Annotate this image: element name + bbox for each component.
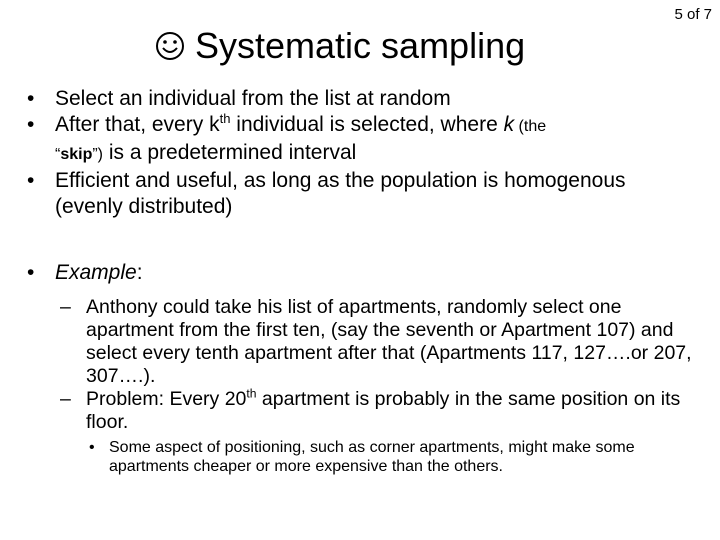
bullet-item: [27, 112, 697, 168]
spacer: [27, 220, 697, 260]
dash-icon: –: [60, 388, 71, 410]
bullet-list: [27, 86, 697, 476]
example-suffix: :: [136, 261, 143, 284]
bullet-dot-icon: •: [27, 87, 35, 110]
bullet-text-pre: After that, every k: [55, 113, 220, 136]
bullet-item: [27, 168, 697, 220]
bullet-dot-icon: •: [89, 439, 95, 456]
sub-bullet-text: Anthony could take his list of apartments, randomly select one apartment from the first ten, (say the seventh or Apartment 107) and select every tenth apartment after that (Apartments 117, 127….or 207, 307….).: [86, 296, 692, 387]
sub-bullet-item: [60, 388, 697, 434]
bullet-item: [27, 260, 697, 286]
example-label: Example: [55, 261, 137, 284]
sub-bullet-item: [60, 296, 697, 388]
superscript-th: th: [246, 386, 257, 401]
bullet-dot-icon: •: [27, 169, 35, 192]
bullet-text: Select an individual from the list at random: [55, 87, 451, 110]
page-number: 5 of 7: [674, 6, 712, 23]
slide-title: [155, 22, 525, 70]
sub-sub-bullet-text: Some aspect of positioning, such as corner apartments, might make some apartments cheaper or more expensive than the others.: [109, 439, 635, 475]
dash-icon: –: [60, 296, 71, 318]
bullet-dot-icon: •: [27, 113, 35, 136]
slide-title-text: Systematic sampling: [195, 25, 526, 66]
bullet-item: [27, 86, 697, 112]
small-quote-open: “: [55, 146, 61, 163]
bullet-text-mid: individual is selected, where: [230, 113, 504, 136]
sub-bullet-text-pre: Problem: Every 20: [86, 388, 247, 410]
skip-keyword: skip: [60, 146, 93, 163]
bullet-text: Efficient and useful, as long as the population is homogenous (evenly distributed): [55, 169, 626, 218]
smiley-face-icon: [155, 22, 185, 70]
sub-sub-bullet-item: [89, 438, 697, 476]
superscript-th: th: [219, 111, 231, 126]
sub-bullet-text-post: apartment is probably in the same position on its floor.: [86, 388, 681, 433]
variable-k: k: [503, 113, 515, 136]
small-text-open: (the: [514, 118, 547, 135]
small-quote-close: ”): [92, 146, 103, 163]
bullet-dot-icon: •: [27, 261, 35, 284]
bullet-text-post: is a predetermined interval: [103, 141, 357, 164]
